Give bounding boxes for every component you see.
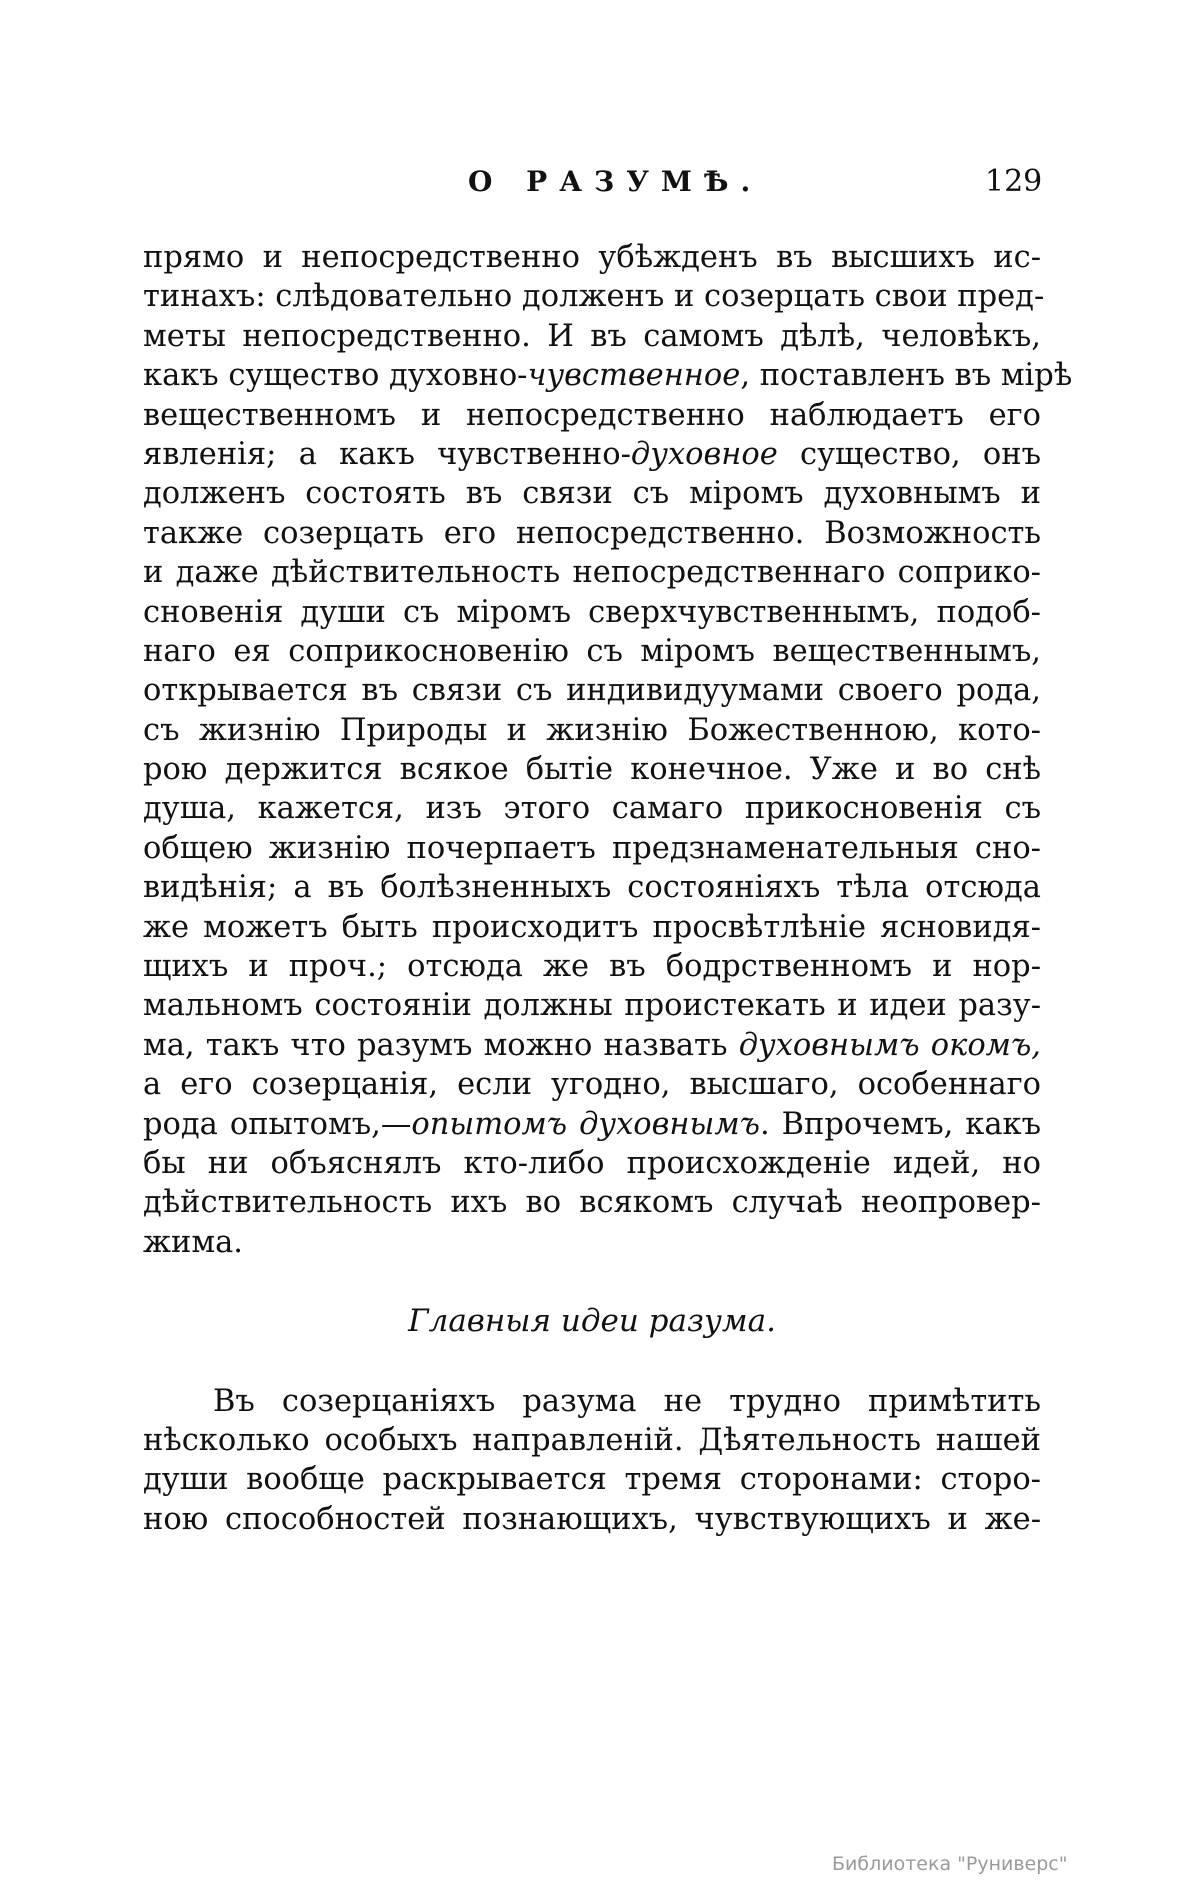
text-line: жима.: [143, 1224, 243, 1260]
italic-term: духовнымъ окомъ,: [738, 1027, 1041, 1063]
text-line: а его созерцанія, если угодно, высшаго, особеннаго: [143, 1067, 1041, 1103]
text-line: [143, 356, 1073, 395]
page-number: 129: [985, 164, 1043, 199]
text-segment: , поставленъ въ мірѣ: [740, 358, 1073, 394]
text-line: же можетъ быть происходитъ просвѣтлѣніе ясновидя-: [143, 909, 1041, 945]
text-segment: . Впрочемъ, какъ: [759, 1106, 1041, 1142]
text-line: рою держится всякое бытіе конечное. Уже и во снѣ: [143, 752, 1041, 788]
text-line: ною способностей познающихъ, чувствующихъ и же-: [143, 1501, 1041, 1537]
text-segment: существо, онъ: [777, 436, 1042, 472]
text-line: съ жизнію Природы и жизнію Божественною, кото-: [143, 712, 1041, 748]
running-head: [0, 162, 1202, 202]
text-line: вещественномъ и непосредственно наблюдаетъ его: [143, 397, 1041, 433]
text-line: мальномъ состояніи должны проистекать и идеи разу-: [143, 988, 1041, 1024]
text-line: щихъ и проч.; отсюда же въ бодрственномъ и нор-: [143, 949, 1041, 985]
italic-term: духовное: [630, 436, 778, 472]
text-line: сновенія души съ міромъ сверхчувственнымъ, подоб-: [143, 594, 1041, 630]
text-line: прямо и непосредственно убѣжденъ въ высшихъ ис-: [143, 240, 1041, 275]
text-segment: ма, такъ что разумъ можно назвать: [143, 1027, 739, 1063]
chapter-title: О РАЗУМѢ.: [468, 165, 763, 198]
text-line: бы ни объяснялъ кто-либо происхожденіе идей, но: [143, 1145, 1041, 1181]
text-line: души вообще раскрывается тремя сторонами: сторо-: [143, 1462, 1041, 1498]
text-line: Въ созерцаніяхъ разума не трудно примѣтить: [213, 1383, 1041, 1419]
text-line: дѣйствительность ихъ во всякомъ случаѣ неопровер-: [143, 1185, 1041, 1221]
paragraph-2: [143, 1382, 1041, 1540]
section-heading: Главныя идеи разума.: [408, 1303, 776, 1340]
text-line: наго ея соприкосновенію съ міромъ вещественнымъ,: [143, 633, 1041, 669]
text-line: [143, 1026, 1041, 1065]
text-line: общею жизнію почерпаетъ предзнаменательныя сно-: [143, 830, 1041, 866]
italic-term: опытомъ духовнымъ: [411, 1106, 760, 1142]
text-line: душа, кажется, изъ этого самаго прикосновенія съ: [143, 791, 1041, 827]
text-line: нѣсколько особыхъ направленій. Дѣятельность нашей: [143, 1422, 1041, 1458]
text-line: [143, 435, 1041, 474]
paragraph-1: [143, 238, 1073, 1262]
text-line: и даже дѣйствительность непосредственнаго соприко-: [143, 555, 1041, 591]
text-line: меты непосредственно. И въ самомъ дѣлѣ, человѣкъ,: [143, 318, 1041, 354]
text-line: видѣнія; а въ болѣзненныхъ состояніяхъ тѣла отсюда: [143, 870, 1041, 906]
body-text: [143, 238, 1073, 1539]
text-segment: рода опытомъ,—: [143, 1106, 412, 1142]
text-line: также созерцать его непосредственно. Возможность: [143, 515, 1041, 551]
text-line: долженъ состоять въ связи съ міромъ духовнымъ и: [143, 476, 1041, 512]
italic-term: чувственное: [527, 358, 741, 394]
text-line: открывается въ связи съ индивидуумами своего рода,: [143, 673, 1041, 709]
text-segment: явленія; а какъ чувственно-: [143, 436, 631, 472]
text-line: [143, 1105, 1041, 1144]
library-watermark: Библиотека "Руниверс": [832, 1853, 1068, 1875]
text-line: тинахъ: слѣдовательно долженъ и созерцать свои пред-: [143, 279, 1045, 315]
text-segment: какъ существо духовно-: [143, 358, 528, 394]
